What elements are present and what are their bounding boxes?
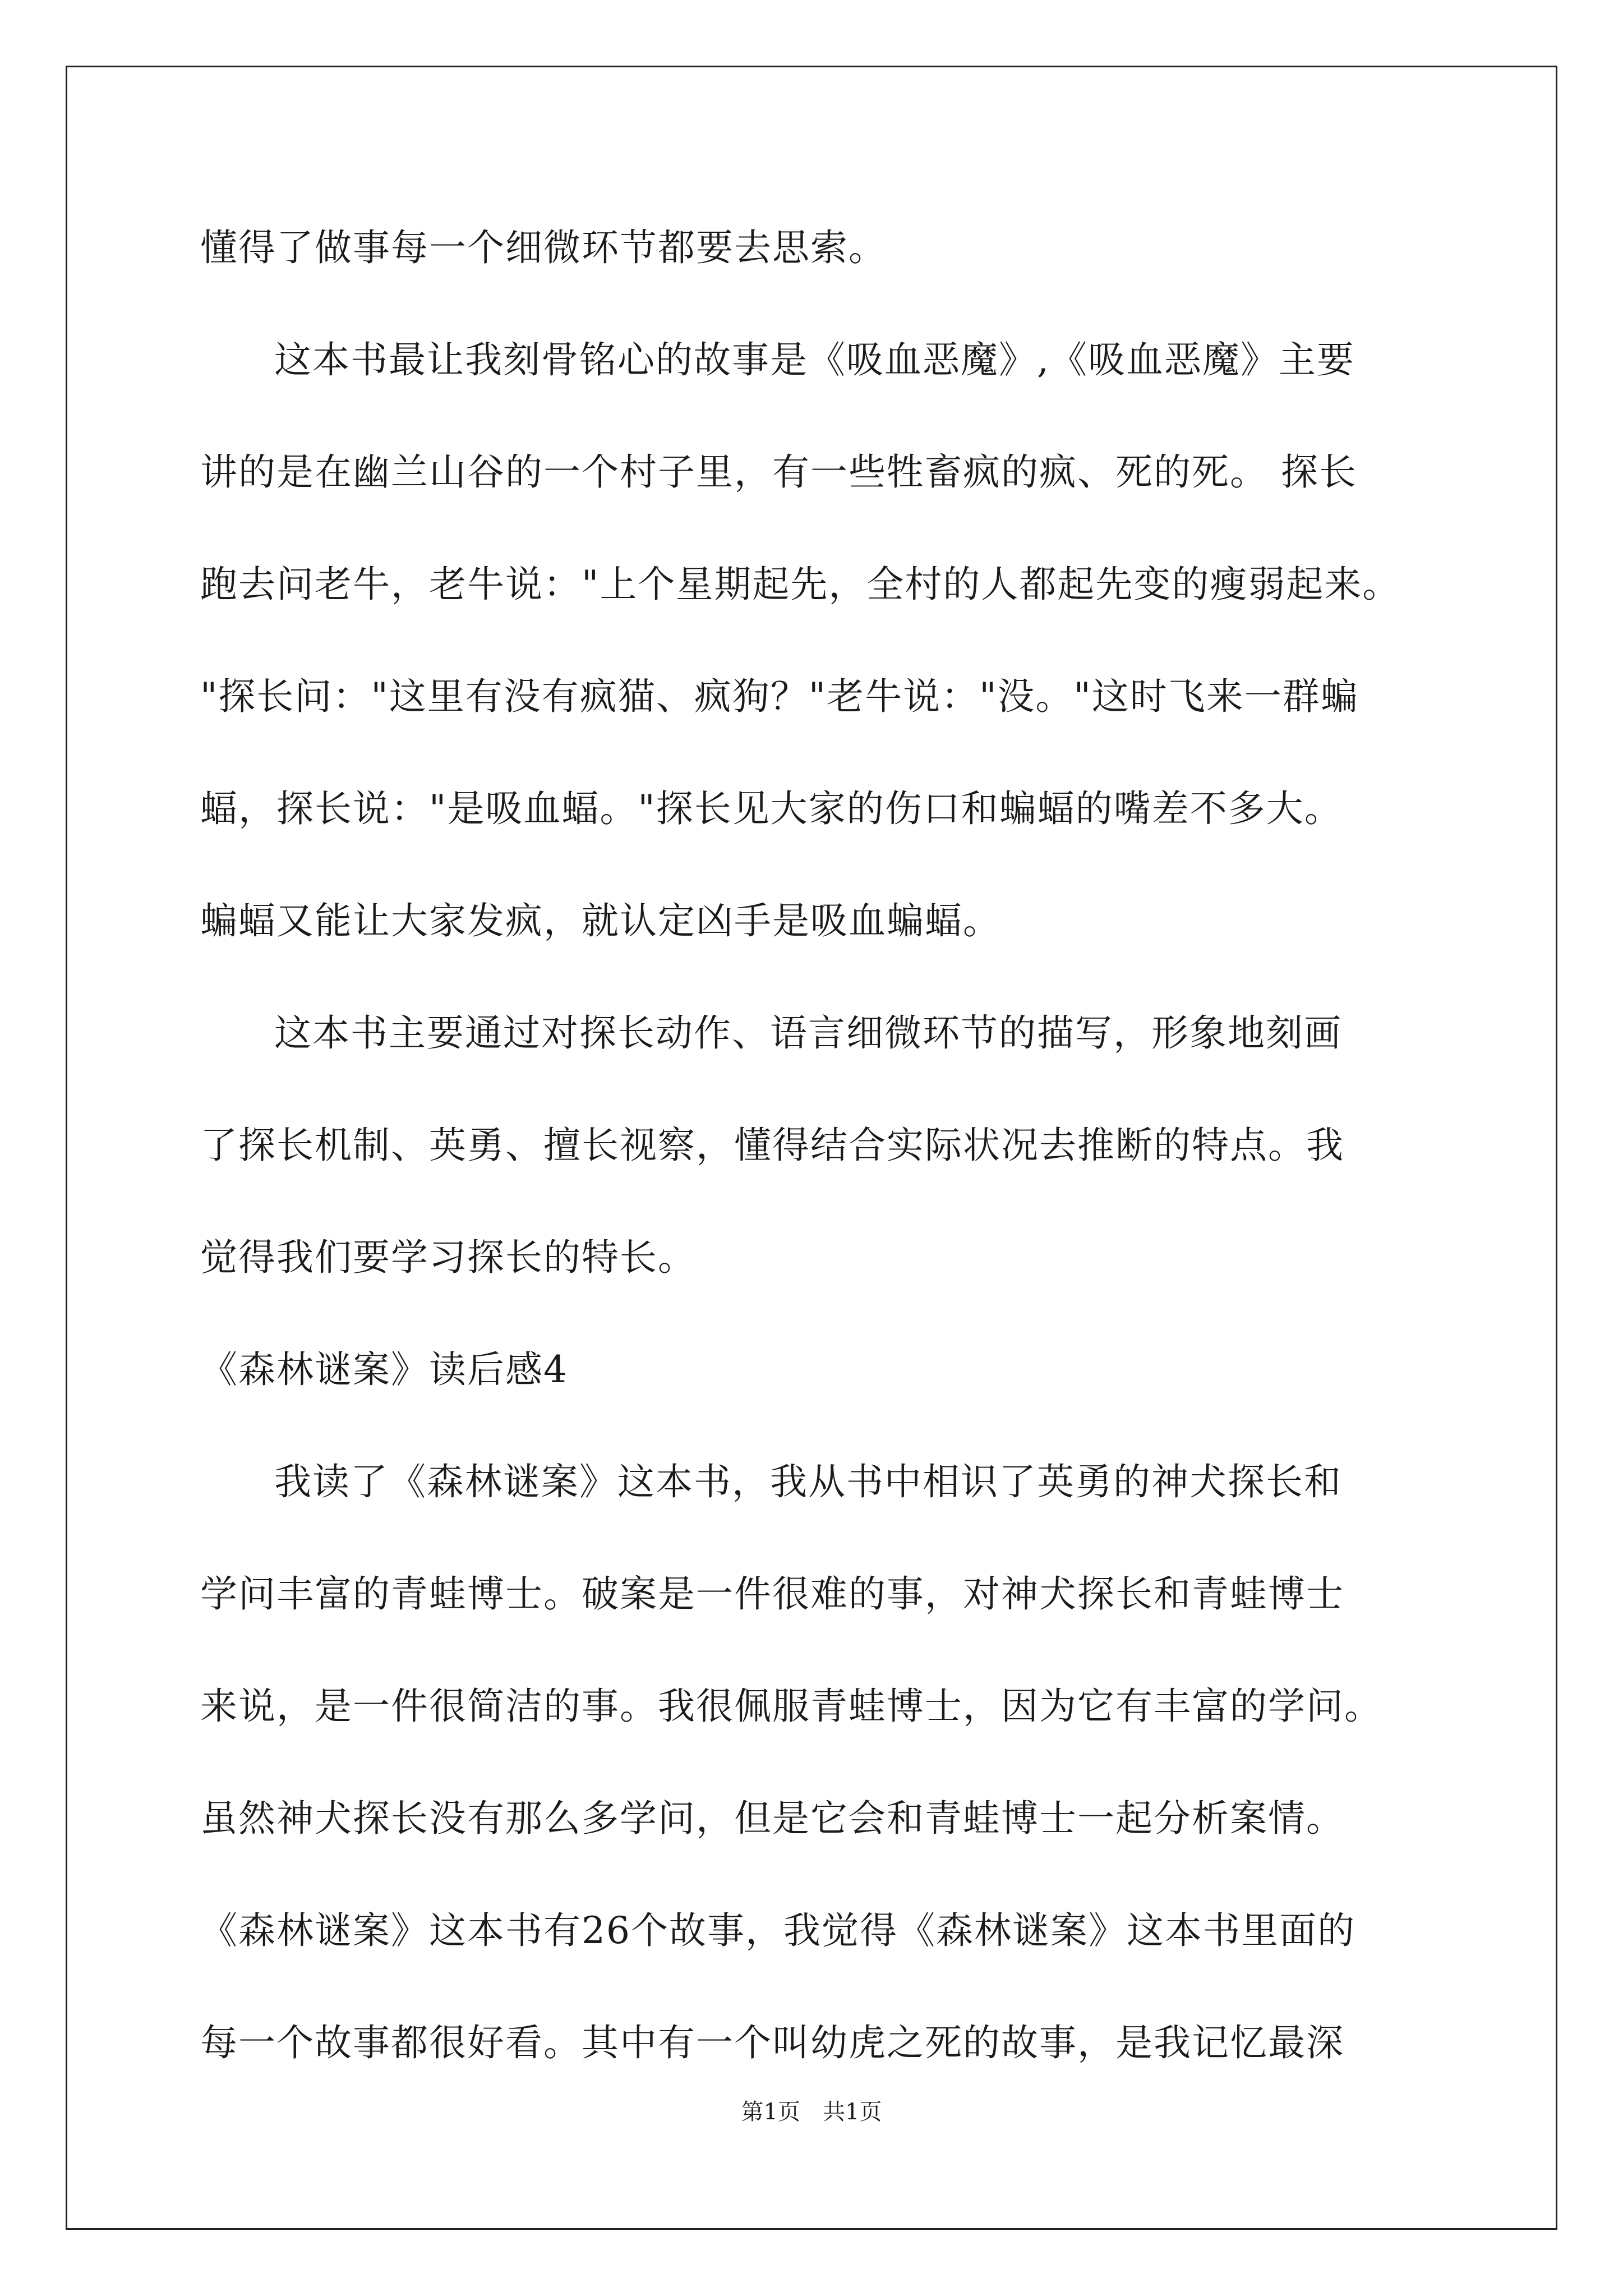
text-line: 觉得我们要学习探长的特长。 <box>200 1236 696 1279</box>
text-line: 虽然神犬探长没有那么多学问，但是它会和青蛙博士一起分析案情。 <box>200 1797 1344 1840</box>
page-number-footer: 第1页 共1页 <box>741 2099 882 2125</box>
text-line: 了探长机制、英勇、擅长视察，懂得结合实际状况去推断的特点。我 <box>200 1124 1344 1167</box>
paragraph-start: 这本书最让我刻骨铭心的故事是《吸血恶魔》,《吸血恶魔》主要 <box>274 338 1355 381</box>
text-line: 蝠，探长说："是吸血蝠。"探长见大家的伤口和蝙蝠的嘴差不多大。 <box>200 787 1343 830</box>
text-line: "探长问："这里有没有疯猫、疯狗？"老牛说："没。"这时飞来一群蝙 <box>200 675 1359 718</box>
text-line: 学问丰富的青蛙博士。破案是一件很难的事，对神犬探长和青蛙博士 <box>200 1572 1344 1616</box>
text-line: 懂得了做事每一个细微环节都要去思索。 <box>200 226 887 269</box>
paragraph-start: 这本书主要通过对探长动作、语言细微环节的描写，形象地刻画 <box>274 1011 1342 1055</box>
paragraph-start: 我读了《森林谜案》这本书，我从书中相识了英勇的神犬探长和 <box>274 1460 1342 1503</box>
text-line: 每一个故事都很好看。其中有一个叫幼虎之死的故事，是我记忆最深 <box>200 2021 1344 2064</box>
text-line: 跑去问老牛，老牛说："上个星期起先，全村的人都起先变的瘦弱起来。 <box>200 563 1401 606</box>
text-line: 蝙蝠又能让大家发疯，就认定凶手是吸血蝙蝠。 <box>200 899 1001 942</box>
text-line: 讲的是在幽兰山谷的一个村子里，有一些牲畜疯的疯、死的死。 探长 <box>200 450 1357 494</box>
document-body <box>200 192 1434 2099</box>
text-line: 《森林谜案》这本书有26个故事，我觉得《森林谜案》这本书里面的 <box>200 1909 1355 1952</box>
text-line: 来说，是一件很简洁的事。我很佩服青蛙博士，因为它有丰富的学问。 <box>200 1685 1382 1728</box>
section-heading: 《森林谜案》读后感4 <box>200 1348 568 1391</box>
